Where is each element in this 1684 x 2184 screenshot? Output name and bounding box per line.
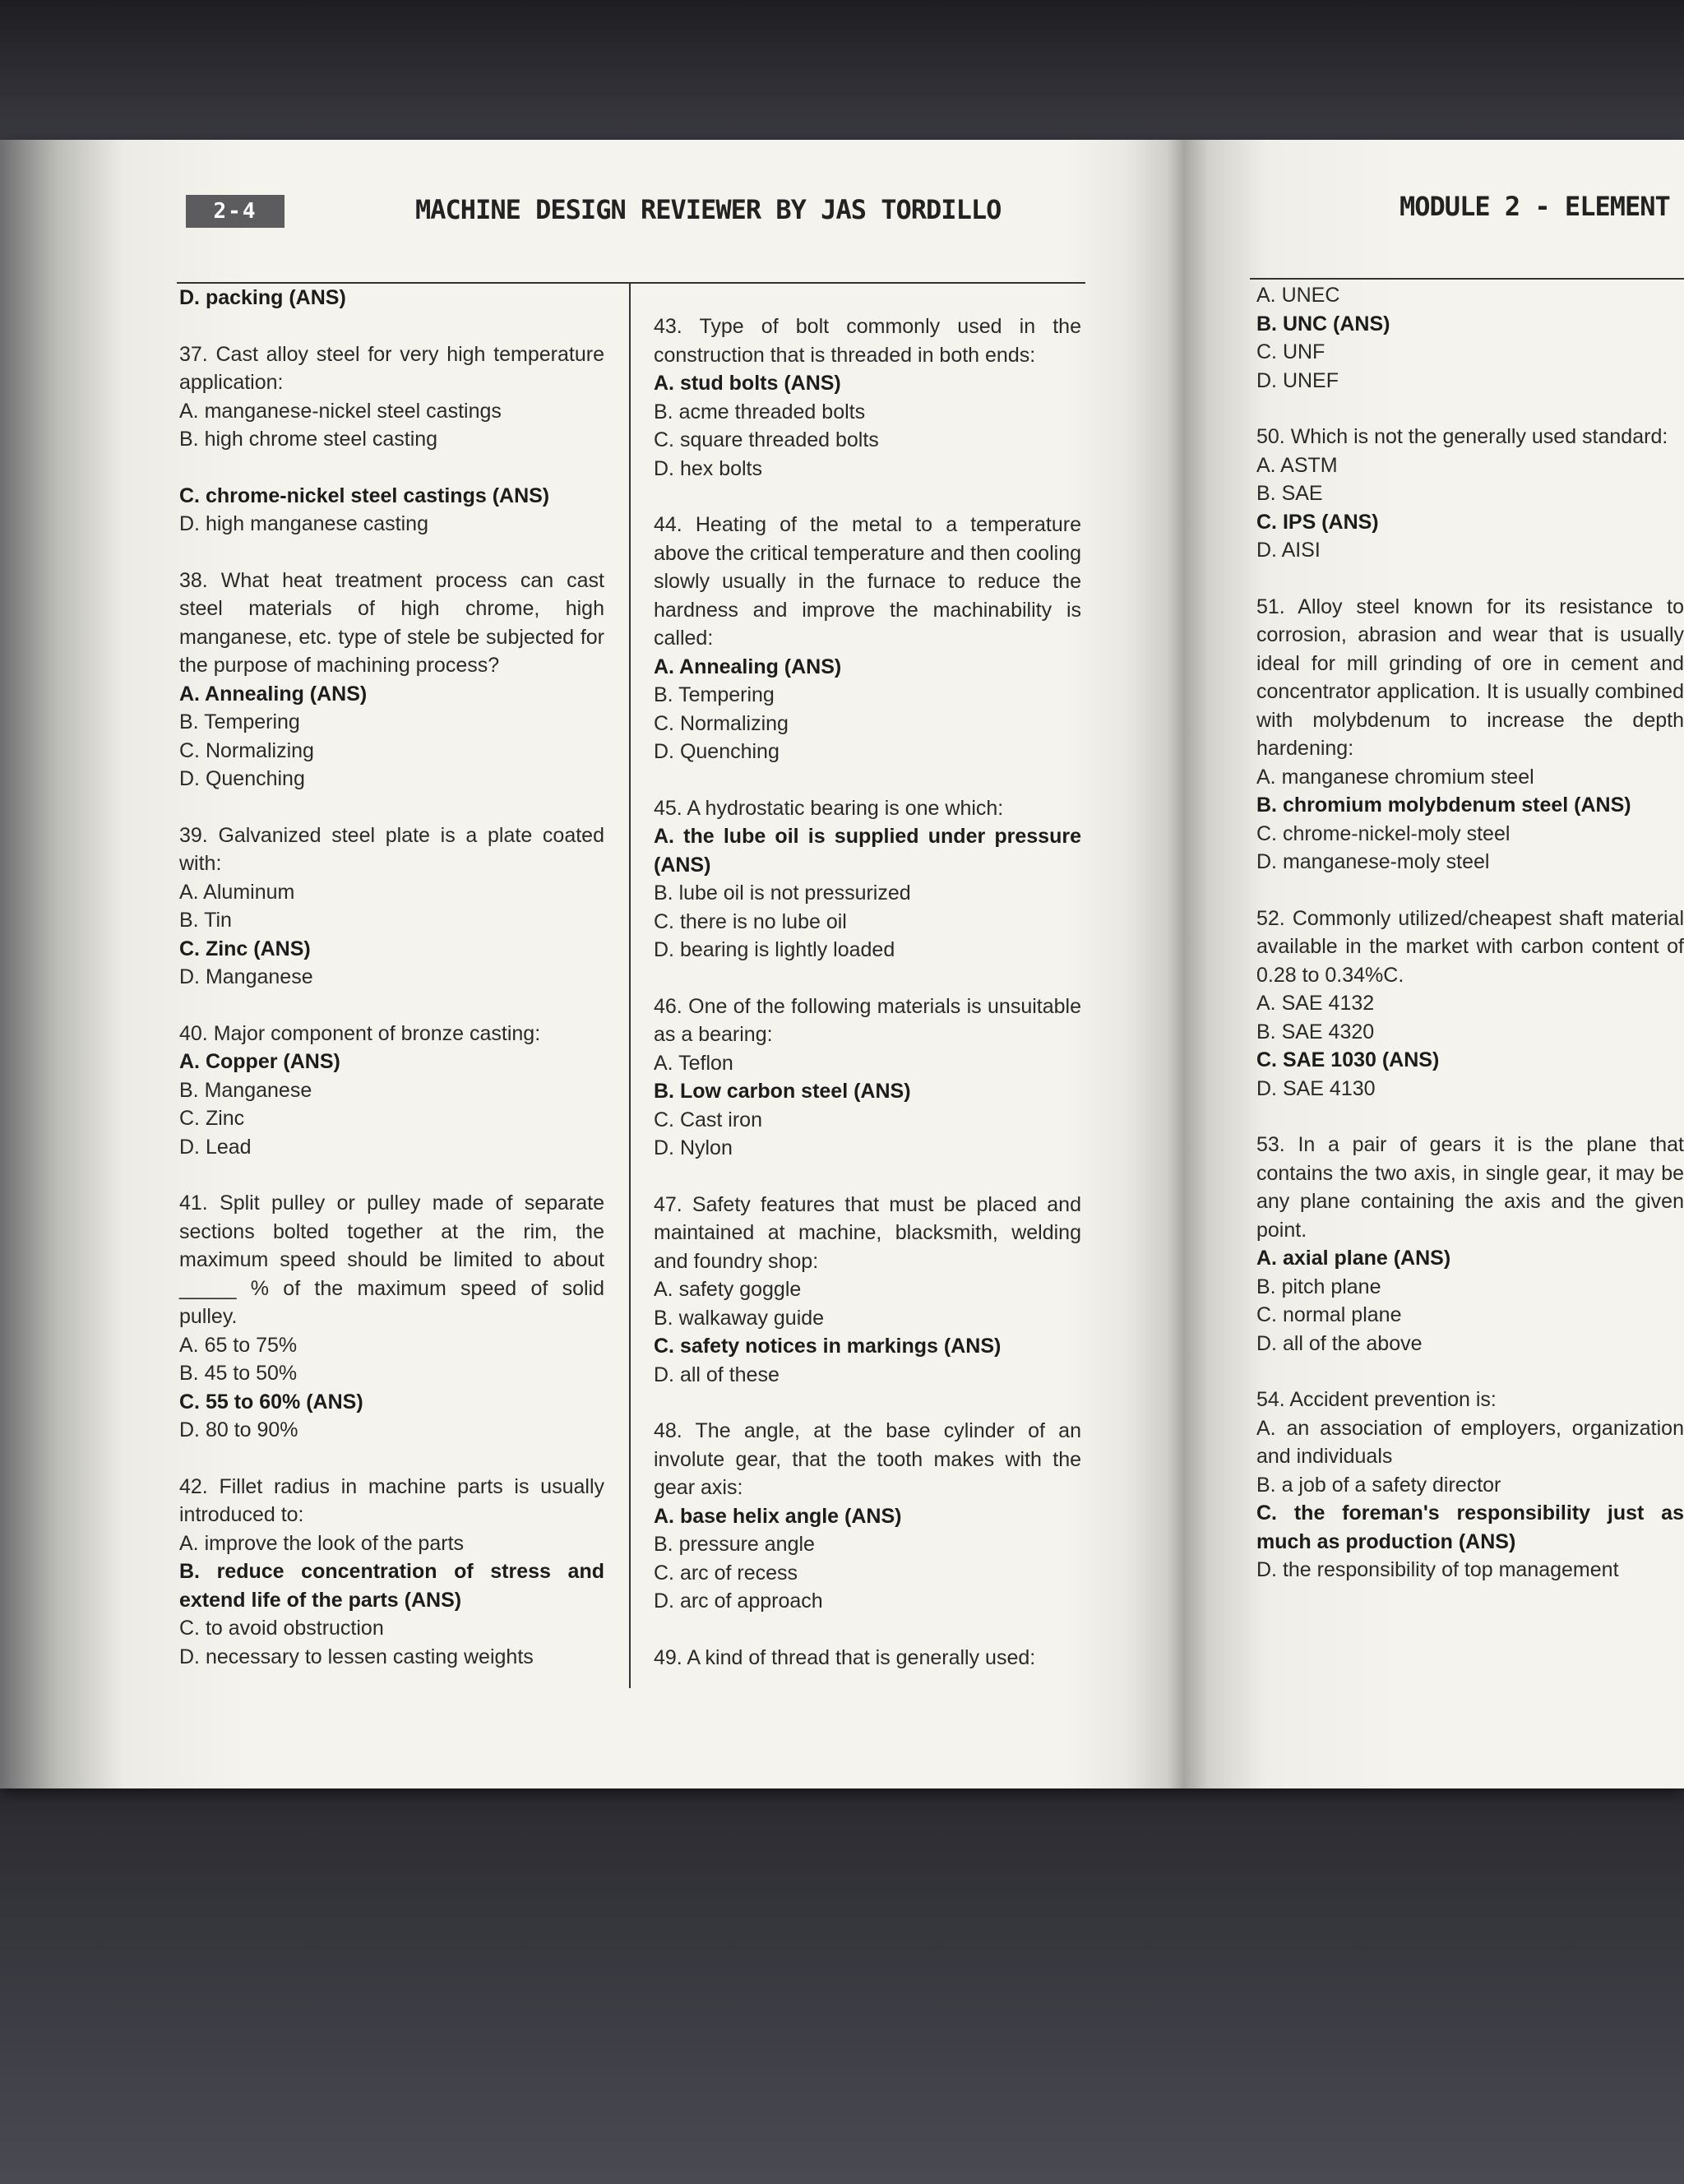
option-48-c: C. arc of recess: [654, 1561, 798, 1585]
column-2: [654, 312, 1081, 1672]
question-43: 43. Type of bolt commonly used in the construction that is threaded in both ends:: [654, 315, 1081, 367]
option-40-c: C. Zinc: [179, 1107, 245, 1130]
question-41: 41. Split pulley or pulley made of separate sections bolted together at the rim, the maximum speed should be limited to about _____ % of the maximum speed of solid pulley.: [179, 1191, 604, 1328]
question-45: 45. A hydrostatic bearing is one which:: [654, 796, 1004, 820]
option-46-c: C. Cast iron: [654, 1108, 762, 1131]
option-50-a: A. ASTM: [1256, 453, 1338, 477]
option-53-a: A. axial plane (ANS): [1256, 1247, 1451, 1270]
option-45-d: D. bearing is lightly loaded: [654, 938, 895, 961]
option-38-b: B. Tempering: [179, 710, 300, 733]
option-51-c: C. chrome-nickel-moly steel: [1256, 821, 1511, 845]
option-42-b: B. reduce concentration of stress and extend life of the parts (ANS): [179, 1560, 604, 1612]
column-3: [1256, 281, 1684, 1638]
option-44-d: D. Quenching: [654, 740, 780, 763]
question-53: 53. In a pair of gears it is the plane that contains the two axis, in single gear, it may be any plane containing the axis and the given point.: [1256, 1133, 1684, 1242]
option-37-c: C. chrome-nickel steel castings (ANS): [179, 484, 550, 507]
option-39-a: A. Aluminum: [179, 880, 295, 904]
option-47-b: B. walkaway guide: [654, 1306, 825, 1330]
header-rule-right: [1250, 278, 1684, 280]
question-52: 52. Commonly utilized/cheapest shaft material available in the market with carbon content of 0.28 to 0.34%C.: [1256, 906, 1684, 987]
option-50-d: D. AISI: [1256, 539, 1321, 562]
option-48-d: D. arc of approach: [654, 1589, 823, 1613]
option-45-b: B. lube oil is not pressurized: [654, 881, 911, 905]
option-46-d: D. Nylon: [654, 1136, 733, 1159]
option-40-b: B. Manganese: [179, 1078, 312, 1102]
question-38: 38. What heat treatment process can cast steel materials of high chrome, high manganese, etc. type of stele be subjected for the purpose of machining process?: [179, 568, 604, 677]
option-52-d: D. SAE 4130: [1256, 1076, 1376, 1100]
option-54-d: D. the responsibility of top management: [1256, 1558, 1619, 1581]
option-54-c: C. the foreman's responsibility just as much as production (ANS): [1256, 1502, 1684, 1553]
option-52-a: A. SAE 4132: [1256, 992, 1375, 1015]
module-title: MODULE 2 - ELEMENT: [1399, 191, 1670, 222]
option-37-a: A. manganese-nickel steel castings: [179, 399, 502, 423]
option-53-c: C. normal plane: [1256, 1303, 1402, 1326]
option-50-b: B. SAE: [1256, 482, 1323, 505]
option-48-a: A. base helix angle (ANS): [654, 1504, 902, 1528]
option-42-d: D. necessary to lessen casting weights: [179, 1645, 534, 1668]
option-52-c: C. SAE 1030 (ANS): [1256, 1048, 1440, 1071]
question-44: 44. Heating of the metal to a temperature above the critical temperature and then cooling slowly usually in the furnace to reduce the hardness and improve the machinability is called:: [654, 513, 1081, 650]
option-51-a: A. manganese chromium steel: [1256, 765, 1534, 789]
option-47-a: A. safety goggle: [654, 1278, 802, 1301]
option-47-d: D. all of these: [654, 1363, 780, 1386]
option-43-c: C. square threaded bolts: [654, 428, 879, 451]
option-42-c: C. to avoid obstruction: [179, 1617, 384, 1640]
question-47: 47. Safety features that must be placed and maintained at machine, blacksmith, welding and foundry shop:: [654, 1192, 1081, 1273]
question-40: 40. Major component of bronze casting:: [179, 1021, 541, 1045]
option-44-c: C. Normalizing: [654, 711, 789, 735]
option-40-d: D. Lead: [179, 1135, 252, 1159]
option-38-c: C. Normalizing: [179, 738, 314, 762]
option-47-c: C. safety notices in markings (ANS): [654, 1335, 1002, 1358]
option-49-a: A. UNEC: [1256, 284, 1340, 307]
option-37-b: B. high chrome steel casting: [179, 428, 438, 451]
option-53-d: D. all of the above: [1256, 1331, 1423, 1355]
option-38-d: D. Quenching: [179, 767, 305, 790]
option-39-d: D. Manganese: [179, 965, 313, 988]
option-43-b: B. acme threaded bolts: [654, 400, 866, 423]
option-53-b: B. pitch plane: [1256, 1275, 1381, 1298]
question-50: 50. Which is not the generally used standard:: [1256, 425, 1668, 448]
option-46-b: B. Low carbon steel (ANS): [654, 1080, 911, 1103]
question-37: 37. Cast alloy steel for very high temperature application:: [179, 342, 604, 394]
option-39-b: B. Tin: [179, 909, 232, 932]
option-43-d: D. hex bolts: [654, 456, 763, 480]
option-49-b: B. UNC (ANS): [1256, 312, 1390, 335]
running-title: MACHINE DESIGN REVIEWER BY JAS TORDILLO: [415, 194, 1002, 225]
question-51: 51. Alloy steel known for its resistance to corrosion, abrasion and wear that is usually ideal for mill grinding of ore in cement and concentrator application. It is usually combined with molybdenum to increase the depth hardening:: [1256, 595, 1684, 760]
option-42-a: A. improve the look of the parts: [179, 1531, 465, 1555]
question-42: 42. Fillet radius in machine parts is usually introduced to:: [179, 1474, 604, 1526]
option-52-b: B. SAE 4320: [1256, 1020, 1375, 1043]
option-41-a: A. 65 to 75%: [179, 1333, 298, 1357]
option-38-a: A. Annealing (ANS): [179, 682, 368, 706]
option-50-c: C. IPS (ANS): [1256, 510, 1379, 534]
option-39-c: C. Zinc (ANS): [179, 937, 311, 960]
question-48: 48. The angle, at the base cylinder of an involute gear, that the tooth makes with the gear axis:: [654, 1419, 1081, 1499]
question-39: 39. Galvanized steel plate is a plate coated with:: [179, 823, 604, 875]
page-number-badge: 2-4: [186, 195, 285, 228]
column-divider: [629, 284, 631, 1688]
background-top: [0, 0, 1684, 148]
option-51-d: D. manganese-moly steel: [1256, 850, 1490, 873]
question-54: 54. Accident prevention is:: [1256, 1388, 1497, 1411]
option-44-a: A. Annealing (ANS): [654, 655, 842, 678]
option-45-a: A. the lube oil is supplied under pressure (ANS): [654, 825, 1081, 877]
option-40-a: A. Copper (ANS): [179, 1050, 340, 1073]
question-46: 46. One of the following materials is unsuitable as a bearing:: [654, 994, 1081, 1046]
question-49: 49. A kind of thread that is generally used:: [654, 1645, 1036, 1669]
option-41-c: C. 55 to 60% (ANS): [179, 1390, 363, 1414]
option-54-a: A. an association of employers, organization and individuals: [1256, 1416, 1684, 1468]
column-1: [179, 284, 604, 1671]
background-bottom: [0, 1784, 1684, 2184]
option-54-b: B. a job of a safety director: [1256, 1473, 1501, 1497]
option-51-b: B. chromium molybdenum steel (ANS): [1256, 794, 1631, 817]
option-41-d: D. 80 to 90%: [179, 1418, 298, 1441]
option-41-b: B. 45 to 50%: [179, 1362, 298, 1385]
option-48-b: B. pressure angle: [654, 1533, 815, 1556]
option-44-b: B. Tempering: [654, 683, 775, 706]
option-43-a: A. stud bolts (ANS): [654, 372, 841, 395]
option-49-c: C. UNF: [1256, 340, 1325, 363]
option-46-a: A. Teflon: [654, 1051, 733, 1075]
option-45-c: C. there is no lube oil: [654, 909, 847, 933]
top-answer: D. packing (ANS): [179, 286, 346, 309]
option-37-d: D. high manganese casting: [179, 512, 428, 535]
option-49-d: D. UNEF: [1256, 368, 1339, 392]
